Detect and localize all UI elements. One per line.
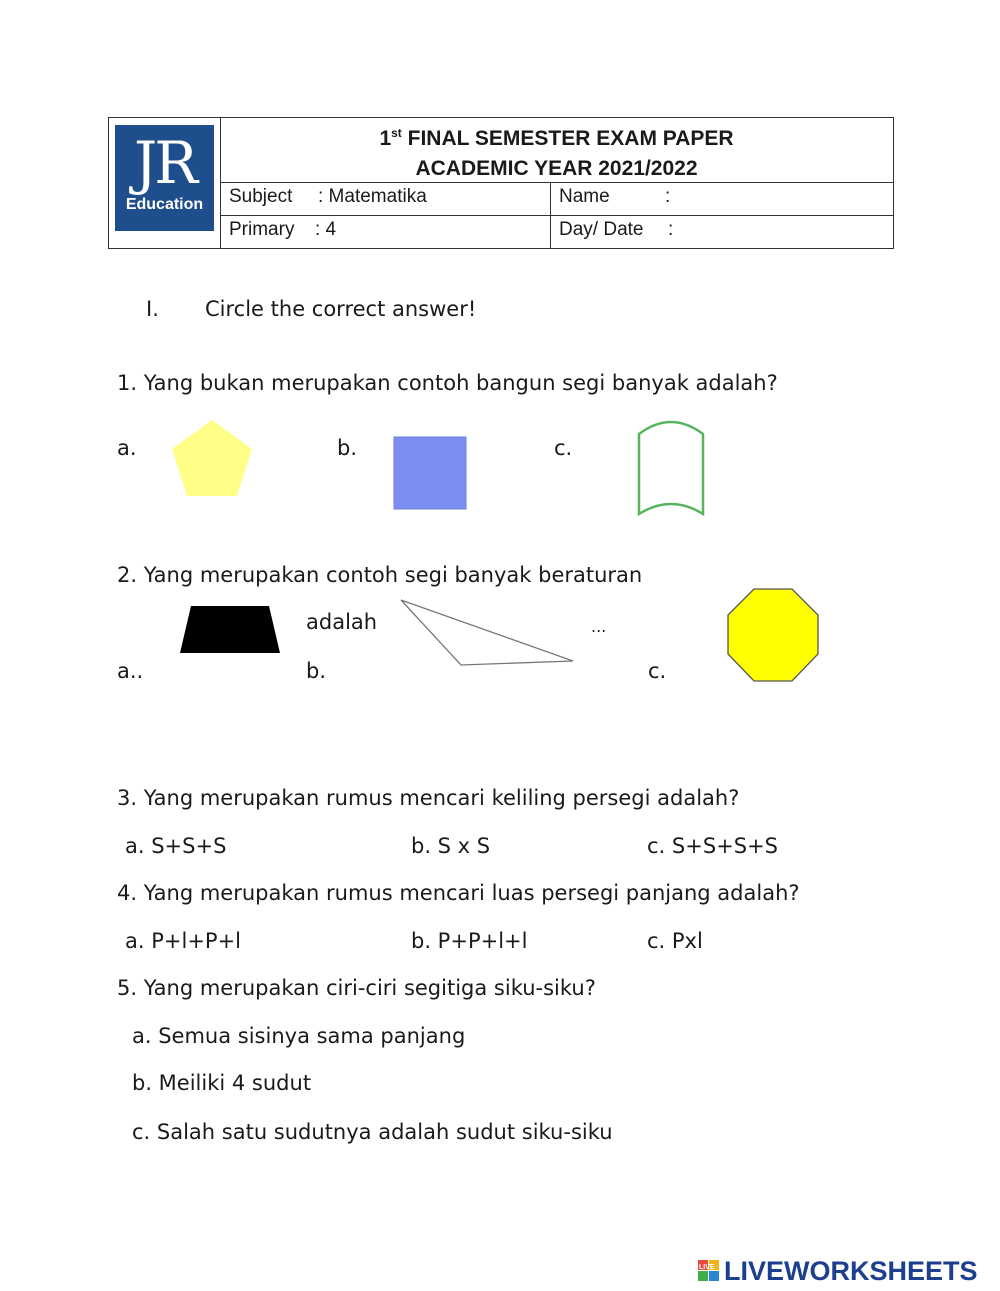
triangle-shape[interactable]	[398, 597, 576, 667]
logo-sub-text: Education	[125, 196, 204, 213]
question-3-text: 3. Yang merupakan rumus mencari keliling persegi adalah?	[117, 786, 740, 810]
q2-option-c-label[interactable]: c.	[648, 659, 667, 683]
exam-title-line-2: ACADEMIC YEAR 2021/2022	[415, 157, 698, 180]
date-field[interactable]: :	[668, 219, 674, 240]
curved-shape-outline	[639, 422, 703, 514]
question-1-text: 1. Yang bukan merupakan contoh bangun segi banyak adalah?	[117, 371, 778, 395]
exam-title	[220, 118, 893, 183]
q1-option-c-label[interactable]: c.	[554, 436, 573, 460]
curved-shape[interactable]	[636, 416, 706, 520]
exam-header-table	[108, 117, 894, 249]
svg-text:LIVE: LIVE	[699, 1264, 715, 1271]
name-label: Name	[559, 186, 610, 207]
subject-value: : Matematika	[318, 186, 427, 207]
pentagon-shape[interactable]	[170, 418, 254, 498]
header-row-subject	[220, 183, 893, 216]
square-fill	[394, 437, 466, 509]
q5-option-a[interactable]: a. Semua sisinya sama panjang	[132, 1024, 466, 1048]
header-row-primary	[220, 216, 893, 248]
name-field[interactable]: :	[665, 186, 671, 207]
exam-title-line-1: 1st FINAL SEMESTER EXAM PAPER	[379, 126, 734, 150]
q2-adalah-text: adalah	[306, 610, 378, 634]
primary-value: : 4	[315, 219, 337, 240]
logo-main-text: JR	[134, 129, 195, 197]
trapezoid-fill	[180, 606, 280, 653]
trapezoid-shape[interactable]	[179, 605, 282, 655]
octagon-fill	[728, 589, 818, 681]
q3-option-b[interactable]: b. S x S	[411, 834, 491, 858]
triangle-outline	[401, 600, 573, 665]
q4-option-b[interactable]: b. P+P+l+l	[411, 929, 528, 953]
liveworksheets-logo-icon	[698, 1260, 720, 1282]
q1-option-b-label[interactable]: b.	[337, 436, 358, 460]
q2-ellipsis: ...	[591, 617, 607, 636]
q2-option-b-label[interactable]: b.	[306, 659, 327, 683]
date-label: Day/ Date	[559, 219, 644, 240]
subject-label: Subject	[229, 186, 293, 207]
primary-label: Primary	[229, 219, 295, 240]
question-2-text: 2. Yang merupakan contoh segi banyak beraturan	[117, 563, 643, 587]
q2-option-a-label[interactable]: a..	[117, 659, 144, 683]
square-shape[interactable]	[393, 436, 467, 510]
question-5-text: 5. Yang merupakan ciri-ciri segitiga siku-siku?	[117, 976, 596, 1000]
logo-cell	[109, 118, 221, 248]
section-numeral: I.	[146, 297, 159, 321]
section-instruction: Circle the correct answer!	[205, 297, 477, 321]
q5-option-b[interactable]: b. Meiliki 4 sudut	[132, 1071, 312, 1095]
q4-option-a[interactable]: a. P+l+P+l	[125, 929, 242, 953]
question-4-text: 4. Yang merupakan rumus mencari luas persegi panjang adalah?	[117, 881, 800, 905]
octagon-shape[interactable]	[726, 587, 820, 683]
liveworksheets-text: LIVEWORKSHEETS	[724, 1256, 978, 1286]
q3-option-a[interactable]: a. S+S+S	[125, 834, 227, 858]
q3-option-c[interactable]: c. S+S+S+S	[647, 834, 779, 858]
pentagon-fill	[172, 420, 252, 496]
q5-option-c[interactable]: c. Salah satu sudutnya adalah sudut siku-siku	[132, 1120, 613, 1144]
q1-option-a-label[interactable]: a.	[117, 436, 137, 460]
jr-education-logo	[115, 125, 214, 231]
q4-option-c[interactable]: c. Pxl	[647, 929, 703, 953]
